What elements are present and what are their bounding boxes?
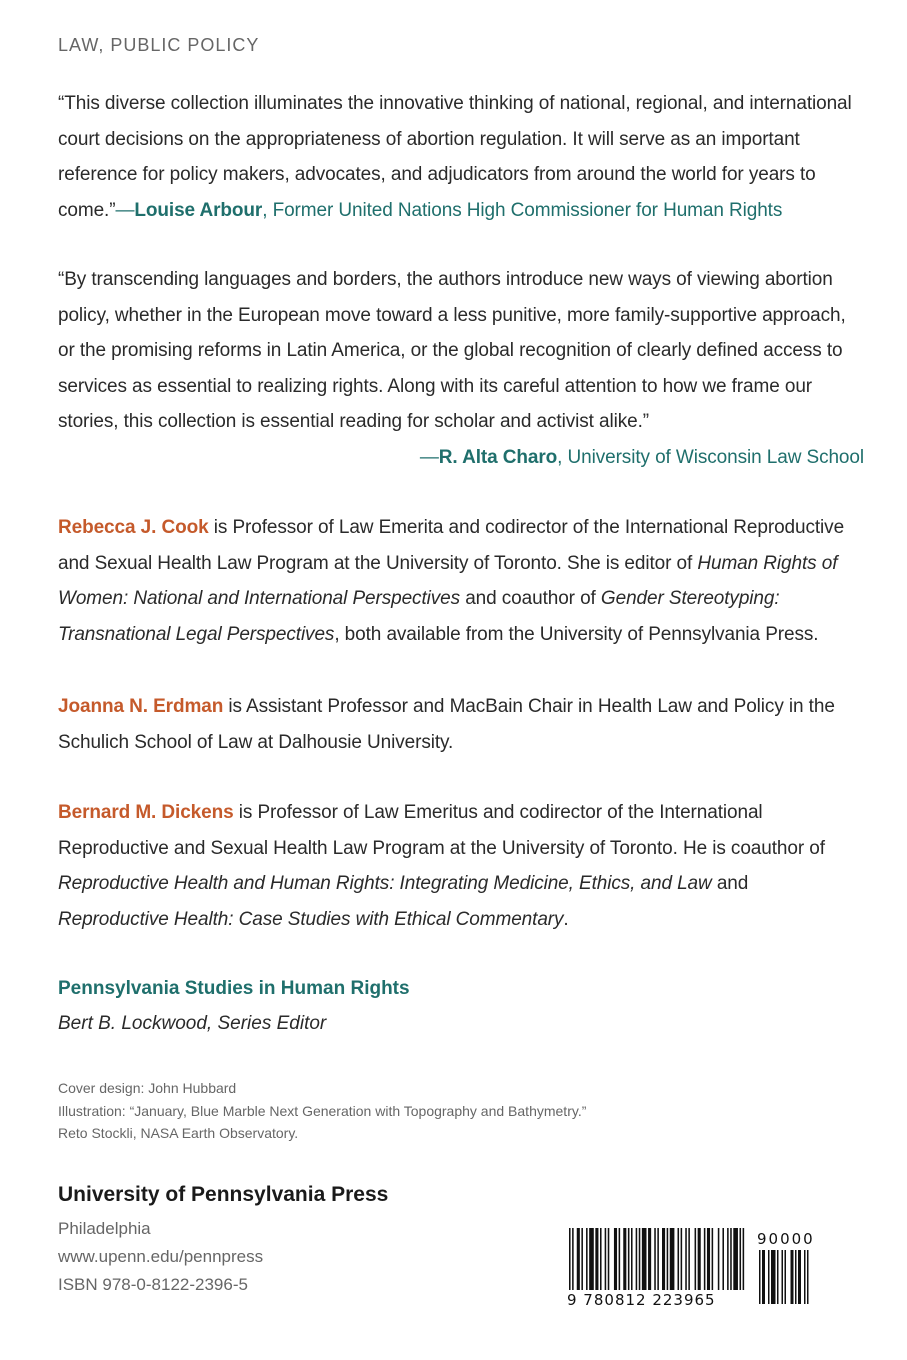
barcode-bars-icon [567,1228,747,1290]
publisher-city: Philadelphia [58,1219,151,1238]
bio-erdman-text: is Assistant Professor and MacBain Chair in Health Law and Policy in the Schulich School of Law at Dalhousie University. [58,696,835,753]
publisher-name: University of Pennsylvania Press [58,1183,389,1206]
blurb-charo [58,262,864,475]
barcode-addon-bars-icon [757,1250,827,1304]
blurb-arbour-dash: — [115,199,135,221]
bio-cook-book-1: Human Rights of Women: National and International Perspectives [58,552,838,609]
bio-cook [58,510,864,652]
credit-illustration-source: Reto Stockli, NASA Earth Observatory. [58,1125,299,1141]
bio-dickens-book-1: Reproductive Health and Human Rights: Integrating Medicine, Ethics, and Law [58,873,712,894]
bio-erdman [58,689,864,760]
bio-cook-name: Rebecca J. Cook [58,517,209,538]
credit-cover-design: Cover design: John Hubbard [58,1080,237,1096]
blurb-charo-quote: “By transcending languages and borders, the authors introduce new ways of viewing abortion policy, whether in the European move toward a less punitive, more family-supportive approach, or the promising reforms in Latin America, or the global recognition of clearly defined access to services as essential to realizing rights. Along with its careful attention to how we frame our stories, this collection is essential reading for scholar and activist alike.” [58,269,846,432]
credit-illustration: Illustration: “January, Blue Marble Next Generation with Topography and Bathymetry.” [58,1102,587,1119]
bio-cook-book-2: Gender Stereotyping: Transnational Legal Perspectives [58,588,780,645]
bio-dickens-text: is Professor of Law Emeritus and codirector of the International Reproductive and Sexual Health Law Program at the University of Toronto. He is coauthor of [58,802,825,859]
blurb-charo-affiliation: , University of Wisconsin Law School [557,446,864,468]
publisher-url: www.upenn.edu/pennpress [58,1247,264,1266]
blurb-arbour [58,86,864,228]
series-title: Pennsylvania Studies in Human Rights [58,978,410,999]
blurb-arbour-affiliation: , Former United Nations High Commissioner for Human Rights [262,199,783,221]
bio-erdman-name: Joanna N. Erdman [58,696,224,717]
bio-cook-text: is Professor of Law Emerita and codirector of the International Reproductive and Sexual Health Law Program at the University of Toronto. She is editor of [58,517,845,574]
blurb-charo-attribution [58,440,864,476]
barcode-addon-digits: 90000 [757,1230,815,1248]
bio-dickens-name: Bernard M. Dickens [58,802,234,823]
bio-dickens-text-2: and [711,873,749,894]
publisher-info [58,1215,263,1299]
bio-cook-text-3: , both available from the University of Pennsylvania Press. [334,623,819,645]
blurb-charo-dash: — [419,446,439,468]
category-label: LAW, PUBLIC POLICY [58,35,260,55]
bio-dickens-book-2: Reproductive Health: Case Studies with Ethical Commentary [58,908,564,930]
bio-cook-text-2: and coauthor of [460,588,601,609]
bio-dickens-text-3: . [563,908,569,930]
isbn-barcode [567,1220,829,1320]
blurb-charo-name: R. Alta Charo [438,446,558,468]
blurb-arbour-quote: “This diverse collection illuminates the innovative thinking of national, regional, and international court decisions on the appropriateness of abortion regulation. It will serve as an important reference for policy makers, advocates, and adjudicators from around the world for years to come.” [58,93,852,221]
series-editor: Bert B. Lockwood, Series Editor [58,1013,327,1034]
credits [58,1077,586,1145]
bio-dickens [58,795,864,937]
blurb-arbour-name: Louise Arbour [134,199,263,221]
barcode-digits: 9 780812 223965 [567,1291,716,1309]
isbn: ISBN 978-0-8122-2396-5 [58,1275,248,1294]
